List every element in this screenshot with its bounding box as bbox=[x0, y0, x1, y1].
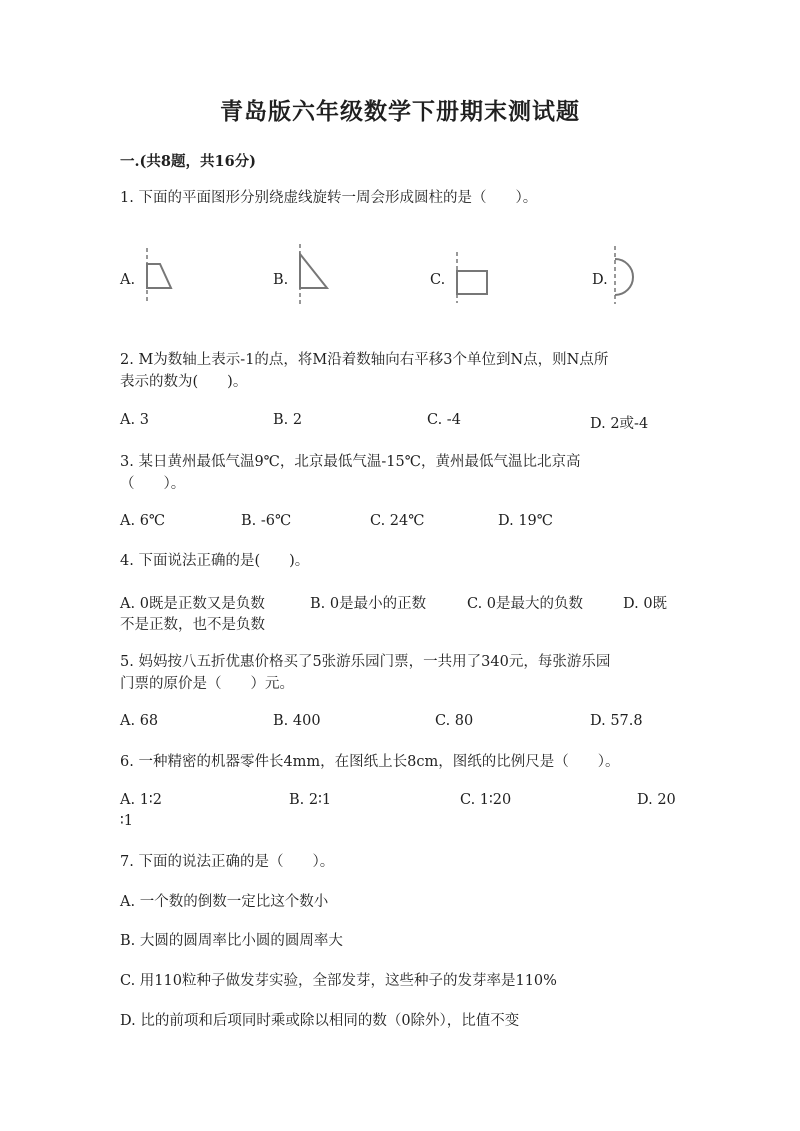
q2-option-a: A. 3 bbox=[120, 412, 149, 428]
question-1-stem: 1. 下面的平面图形分别绕虚线旋转一周会形成圆柱的是（ ）。 bbox=[120, 190, 538, 206]
q1-option-a: A. bbox=[120, 272, 136, 288]
q3-option-b: B. -6℃ bbox=[241, 513, 292, 529]
q5-option-c: C. 80 bbox=[435, 713, 474, 729]
question-5-stem-line2: 门票的原价是（ ）元。 bbox=[120, 676, 294, 692]
q4-option-d-continued: 不是正数，也不是负数 bbox=[120, 617, 265, 633]
q1-option-b: B. bbox=[273, 272, 289, 288]
q4-option-a: A. 0既是正数又是负数 bbox=[120, 596, 265, 612]
question-7-stem: 7. 下面的说法正确的是（ ）。 bbox=[120, 854, 335, 870]
q1-figure-d-semicircle bbox=[606, 244, 641, 306]
q7-option-d: D. 比的前项和后项同时乘或除以相同的数（0除外），比值不变 bbox=[120, 1013, 520, 1029]
q3-option-d: D. 19℃ bbox=[498, 513, 553, 529]
q6-option-d: D. 20 bbox=[637, 792, 676, 808]
q4-option-c: C. 0是最大的负数 bbox=[467, 596, 584, 612]
q3-option-c: C. 24℃ bbox=[370, 513, 425, 529]
question-3-stem-line2: （ ）。 bbox=[120, 476, 186, 492]
q1-option-c: C. bbox=[430, 272, 446, 288]
q6-option-b: B. 2∶1 bbox=[289, 792, 332, 808]
q5-option-b: B. 400 bbox=[273, 713, 321, 729]
q6-option-d-continued: ∶1 bbox=[120, 813, 133, 829]
q4-option-b: B. 0是最小的正数 bbox=[310, 596, 427, 612]
q3-option-a: A. 6℃ bbox=[120, 513, 166, 529]
q1-figure-c-rectangle bbox=[448, 250, 493, 305]
page-title: 青岛版六年级数学下册期末测试题 bbox=[220, 98, 580, 125]
q5-option-d: D. 57.8 bbox=[590, 713, 643, 729]
q5-option-a: A. 68 bbox=[120, 713, 159, 729]
question-5-stem-line1: 5. 妈妈按八五折优惠价格买了5张游乐园门票，一共用了340元，每张游乐园 bbox=[120, 654, 611, 670]
section-header: 一.(共8题，共16分) bbox=[120, 153, 257, 170]
q1-option-d: D. bbox=[592, 272, 608, 288]
question-2-stem-line1: 2. M为数轴上表示-1的点，将M沿着数轴向右平移3个单位到N点，则N点所 bbox=[120, 352, 609, 368]
question-2-stem-line2: 表示的数为( )。 bbox=[120, 374, 248, 390]
question-3-stem-line1: 3. 某日黄州最低气温9℃，北京最低气温-15℃，黄州最低气温比北京高 bbox=[120, 454, 581, 470]
question-4-stem: 4. 下面说法正确的是( )。 bbox=[120, 553, 310, 569]
q2-option-b: B. 2 bbox=[273, 412, 303, 428]
q7-option-a: A. 一个数的倒数一定比这个数小 bbox=[120, 894, 329, 910]
q2-option-d: D. 2或-4 bbox=[590, 416, 649, 432]
q7-option-b: B. 大圆的圆周率比小圆的圆周率大 bbox=[120, 933, 343, 949]
q6-option-c: C. 1∶20 bbox=[460, 792, 512, 808]
q2-option-c: C. -4 bbox=[427, 412, 461, 428]
question-6-stem: 6. 一种精密的机器零件长4mm，在图纸上长8cm，图纸的比例尺是（ ）。 bbox=[120, 754, 620, 770]
q1-figure-b-triangle bbox=[290, 242, 335, 306]
q6-option-a: A. 1∶2 bbox=[120, 792, 162, 808]
q4-option-d: D. 0既 bbox=[623, 596, 668, 612]
q7-option-c: C. 用110粒种子做发芽实验，全部发芽，这些种子的发芽率是110% bbox=[120, 973, 557, 989]
q1-figure-a-trapezoid bbox=[140, 246, 180, 306]
